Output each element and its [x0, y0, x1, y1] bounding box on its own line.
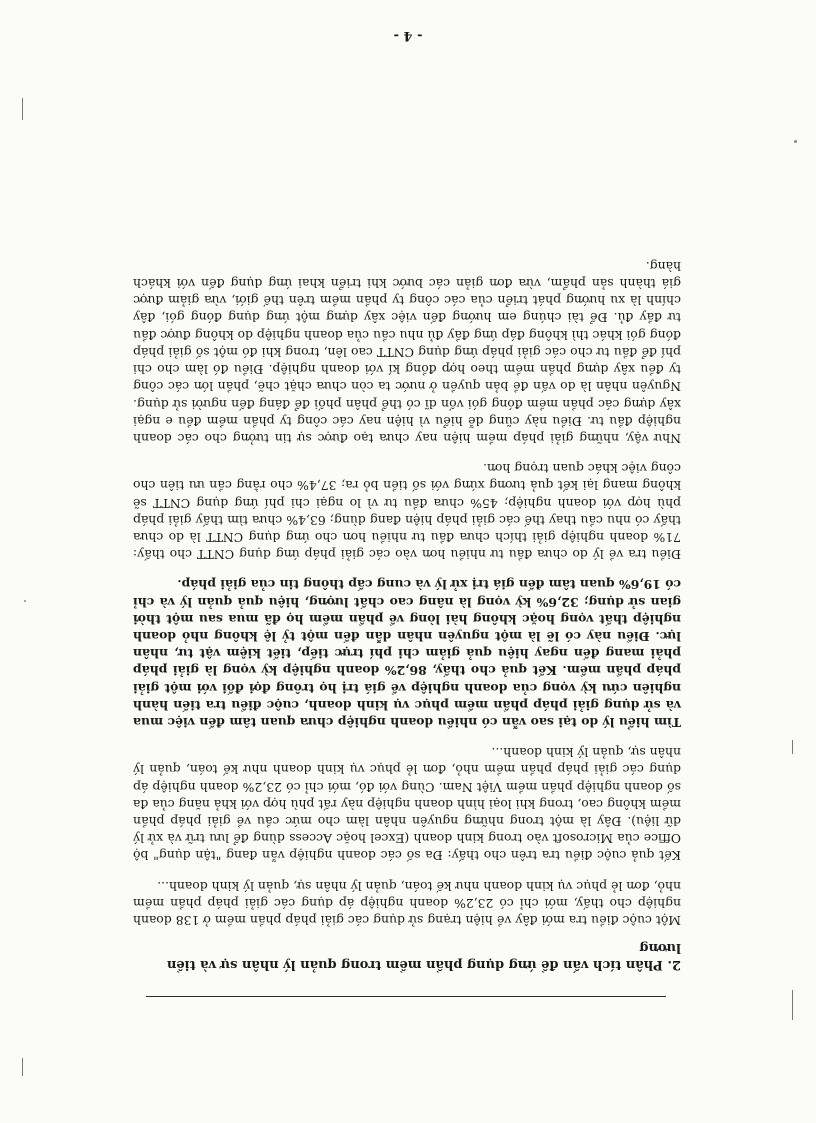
header-rule: [146, 996, 666, 997]
page-number: - 4 -: [393, 28, 423, 43]
scan-speck: [24, 600, 26, 602]
paragraph-results: Kết quả cuộc điều tra trên cho thấy: Đa số các doanh nghiệp vẫn đang "tận dụng" bộ Office của Microsoft vào trong kinh doanh (Excel hoặc Access dùng để lưu trữ và xử lý dữ liệu). Đây là một trong những nguyên nhân làm cho mức cầu về giải pháp phần mềm không cao, trong khi loại hình doanh nghiệp này rất phù hợp với khả năng của đa số doanh nghiệp phần mềm Việt Nam. Cùng với đó, mới chỉ có 23,2% doanh nghiệp áp dụng các giải pháp phần mềm nhỏ, đơn lẻ phục vụ kinh doanh như kế toán, quản lý nhân sự, quản lý kinh doanh...: [133, 745, 681, 864]
paragraph-investment: Điều tra về lý do chưa đầu tư nhiều hơn vào các giải pháp ứng dụng CNTT cho thấy: 71% doanh nghiệp giải thích chưa đầu tư nhiều hơn cho ứng dụng CNTT là do chưa thấy có nhu cầu thay thế các giải pháp hiện đang dùng; 63,4% chưa tìm thấy giải pháp phù hợp với doanh nghiệp; 45% chưa đầu tư vì lo ngại chi phí ứng dụng CNTT sẽ không mang lại kết quả tương xứng với số tiền bỏ ra; 37,4% cho rằng cần ưu tiên cho công việc khác quan trọng hơn.: [133, 461, 681, 563]
paragraph-expectations: Tìm hiểu lý do tại sao vẫn có nhiều doanh nghiệp chưa quan tâm đến việc mua và sử dụng giải pháp phần mềm phục vụ kinh doanh, cuộc điều tra tiến hành nghiên cứu kỳ vọng của doanh nghiệp về giá trị họ trông đợi đối với một giải pháp phần mềm. Kết quả cho thấy, 86,2% doanh nghiệp kỳ vọng là giải pháp phải mang đến ngay hiệu quả giảm chi phí trực tiếp, tiết kiệm vật tư, nhân lực. Điều này có lẽ là một nguyên nhân dẫn đến một tỷ lệ không nhỏ doanh nghiệp thất vọng hoặc không hài lòng về phần mềm họ đã mua sau một thời gian sử dụng; 32,6% kỳ vọng là nâng cao chất lượng, hiệu quả quản lý và chỉ có 19,6% quan tâm đến giá trị xử lý và cung cấp thông tin của giải pháp.: [133, 577, 681, 730]
scan-edge-mark: [22, 98, 23, 120]
paragraph-survey: Một cuộc điều tra mới đây về hiện trạng sử dụng các giải pháp phần mềm ở 138 doanh nghiệp cho thấy, mới chỉ có 23,2% doanh nghiệp áp dụng các giải pháp phần mềm nhỏ, đơn lẻ phục vụ kinh doanh như kế toán, quản lý nhân sự, quản lý kinh doanh...: [133, 878, 681, 928]
scan-edge-mark: [22, 1058, 23, 1076]
section-heading: 2. Phân tích vấn đề ứng dụng phần mềm trong quản lý nhân sự và tiền lương: [166, 940, 681, 972]
text-body: [133, 245, 681, 973]
scan-edge-mark: [792, 990, 793, 1020]
scan-edge-mark: [792, 740, 793, 754]
scan-speck: [794, 140, 797, 143]
paragraph-conclusion: Như vậy, những giải pháp mềm hiện nay chưa tạo được sự tin tưởng cho các doanh nghiệp đầu tư. Điều này cũng dễ hiểu vì hiện nay các công ty phần mềm đều e ngại xây dựng các phần mềm đóng gói vốn dĩ có thể phân phối để đáng đến người sử dụng. Nguyên nhân là do vấn đề bản quyền ở nước ta còn chưa chặt chẽ, phần lớn các công ty đều xây dựng phần mềm theo hợp đồng kí với doanh nghiệp. Điều đó làm cho chi phí để đầu tư cho các giải pháp ứng dụng CNTT cao lên, trong khi đó một số giải pháp đóng gói khác thì không đáp ứng đầy đủ nhu cầu của doanh nghiệp do không được đầu tư đầy đủ. Để tài chúng em hướng đến việc xây dựng một ứng dụng đóng gói, đây chính là xu hướng phát triển của các công ty phần mềm trên thế giới, vừa giảm được giá thành sản phẩm, vừa đơn giản các bước khi triển khai ứng dụng đến với khách hàng.: [133, 258, 681, 446]
